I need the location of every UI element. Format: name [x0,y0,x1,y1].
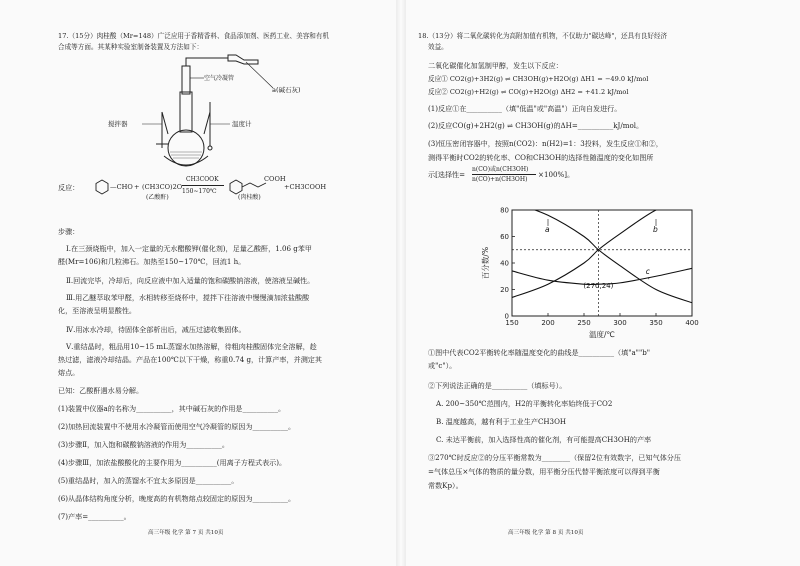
series-label-b: b [653,225,658,234]
x-tick-label: 350 [649,319,663,327]
question-3: (3)步骤Ⅱ，加入饱和碳酸钠溶液的作用为__________。 [58,440,229,449]
q18-part2: (2)反应CO(g)+2H2(g) ⇌ CH3OH(g)的ΔH=__________kJ/mol。 [428,121,644,130]
y-tick-label: 0 [504,312,509,321]
q18-part3-line3b: ×100%]。 [538,170,575,179]
selectivity-denominator: n(CO)+n(CH3OH) [472,176,528,183]
question-4: (4)步骤Ⅲ，加浓盐酸酸化的主要作用为__________(用离子方程式表示)。 [58,458,287,467]
series-label-c: c [645,267,650,277]
step-1a: Ⅰ.在三颈烧瓶中，加入一定量的无水醋酸钾(催化剂)，足量乙酸酐，1.06 g苯甲 [66,244,312,253]
plus-acetic-acid: +CH3COOH [284,183,327,191]
x-tick-label: 400 [685,319,699,327]
question-2: (2)加热回流装置中不使用水冷凝管而使用空气冷凝管的原因为__________。 [58,422,296,431]
y-tick-label: 80 [500,206,509,215]
y-axis-label: 百分数/% [481,246,490,280]
q18-part3-line1: (3)恒压密闭容器中，按照n(CO2)：n(H2)=1：3投料，发生反应①和②， [428,139,663,148]
benzene-ring-icon [94,179,110,195]
selectivity-numerator: n(CO)或n(CH3OH) [472,166,529,173]
reactant2: (CH3CO)2O [142,183,183,191]
sub-question-2: ②下列说法正确的是__________（填标号）。 [428,381,567,390]
product-cooh: COOH [264,175,286,183]
step-1b: 醛(Mr=106)和几粒沸石。加热至150~170℃，回流1 h。 [58,257,246,266]
sub-question-1: ①图中代表CO2平衡转化率随温度变化的曲线是__________（填"a""b" [428,348,651,357]
label-thermometer: 温度计 [232,120,252,128]
annotation-point-label: (270,24) [583,281,614,290]
label-air-condenser: 空气冷凝管 [204,75,235,82]
step-4: Ⅳ.用冰水冷却，待固体全部析出后，减压过滤收集固体。 [66,325,246,334]
step-2: Ⅱ.回流完毕，冷却后，向反应液中加入适量的饱和碳酸钠溶液，使溶液呈碱性。 [66,276,315,285]
step-3a: Ⅲ.用乙醚萃取苯甲醛，水相转移至烧杯中，搅拌下往溶液中慢慢滴加浓盐酸酸 [66,293,310,302]
right-page [418,0,758,566]
plus-1: + [134,183,140,191]
reactant2-name: (乙酸酐) [146,194,169,201]
step-5c: 熔点。 [58,368,80,377]
x-tick-label: 250 [577,319,591,327]
plot-frame [512,210,692,316]
reaction-2: 反应② CO2(g)+H2(g) ⇌ CO(g)+H2O(g) ΔH2 = +41.2 kJ/mol [428,88,629,96]
condition-top: CH3COOK [186,176,219,183]
reaction-1: 反应① CO2(g)+3H2(g) ⇌ CH3OH(g)+H2O(g) ΔH1 = −49.0 kJ/mol [428,75,649,83]
label-a-soda-lime: a(碱石灰) [272,86,301,94]
option-c: C. 未达平衡前，加入选择性高的催化剂，有可能提高CH3OH的产率 [436,435,652,444]
reaction-arrow [182,185,224,186]
sub-question-3b: =气体总压×气体的物质的量分数，用平衡分压代替平衡浓度可以得到平衡 [428,467,660,476]
sub-question-1b: 或"c"）。 [428,361,457,370]
question-5: (5)重结晶时，加入的蒸馏水不宜太多原因是__________。 [58,476,239,485]
option-b: B. 温度越高，越有利于工业生产CH3OH [436,417,567,426]
step-5a: Ⅴ.重结晶时，粗品用10~15 mL蒸馏水加热溶解，待粗肉桂酸固体完全溶解，趁 [66,342,317,351]
steps-title: 步骤： [58,227,80,236]
sub-question-3c: 常数Kp）。 [428,481,463,490]
page-spine [396,0,406,566]
known-note: 已知：乙酸酐遇水易分解。 [58,386,144,395]
q17-line2: 合成等方面。其某种实验室制备装置及方法如下： [58,43,204,51]
step-3b: 化，至溶液呈明显酸性。 [58,306,137,315]
option-a: A. 200~350℃范围内，H2的平衡转化率始终低于CO2 [436,399,613,408]
reactant1: —CHO [110,183,133,191]
left-page [58,0,388,566]
reaction-prefix: 反应： [58,183,80,192]
condition-bottom: 150~170℃ [182,188,217,195]
q18-part3-line3a: 示[选择性= [428,170,466,179]
question-6: (6)从晶体结构角度分析，晚度高的有机物熔点较固定的原因为__________。 [58,494,296,503]
y-tick-label: 40 [500,259,509,268]
reaction-equation [58,175,388,199]
product-name: (肉桂酸) [238,194,261,201]
x-tick-label: 200 [541,319,555,327]
apparatus-diagram [108,52,328,170]
question-1: (1)装置中仪器a的名称为__________，其中碱石灰的作用是__________。 [58,404,286,413]
q18-line2: 效益。 [428,43,448,51]
x-tick-label: 150 [505,319,519,327]
label-stirrer: 搅拌器 [108,120,128,128]
q18-part3-line2: 测得平衡时CO2的转化率、CO和CH3OH的选择性随温度的变化如图所 [428,153,654,162]
step-5b: 热过滤，滤液冷却结晶。产品在100℃以下干燥，称重0.74 g，计算产率，并测定其 [58,355,322,364]
equilibrium-chart [478,204,708,344]
q17-header: 17.（15分）肉桂酸（Mr=148）广泛应用于香精香料、食品添加剂、医药工业、美容和有机 [58,32,330,40]
left-footer: 高三年级 化学 第 7 页 共10页 [148,530,224,536]
y-tick-label: 20 [500,286,509,294]
right-footer: 高三年级 化学 第 8 页 共10页 [508,530,584,536]
q18-header: 18.（13分）将二氧化碳转化为高附加值有机物，不仅助力"碳达峰"，还具有良好经济 [418,32,668,40]
series-label-a: a [545,225,550,234]
sub-question-3: ③270℃时反应②的分压平衡常数为________（保留2位有效数字，已知气体分压 [428,453,681,462]
q18-part1: (1)反应①在__________（填"低温"或"高温"）正向自发进行。 [428,104,622,113]
y-tick-label: 60 [500,233,509,241]
x-axis-label: 温度/℃ [589,330,615,339]
q18-intro: 二氧化碳催化加氢制甲醇，发生以下反应： [428,61,563,70]
x-tick-label: 300 [613,319,627,327]
question-7: (7)产率=__________。 [58,512,131,521]
